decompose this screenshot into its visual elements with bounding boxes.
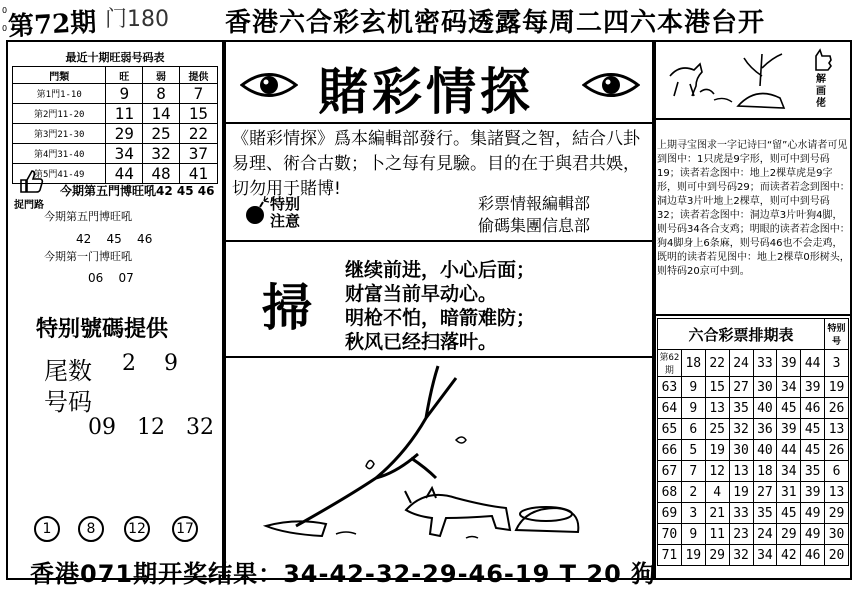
schedule-row — [658, 482, 849, 503]
table-row: 第2門11-20 11 14 15 — [13, 104, 218, 124]
schedule-cell: 35 — [729, 398, 753, 419]
issue-label: 第72期 — [7, 7, 98, 43]
number-circle: 8 — [78, 516, 104, 542]
schedule-cell: 30 — [825, 524, 849, 545]
treasure-illustration — [226, 358, 652, 554]
schedule-cell: 44 — [801, 350, 825, 377]
schedule-cell: 33 — [729, 503, 753, 524]
schedule-cell: 15 — [705, 377, 729, 398]
headline: 香港六合彩玄机密码透露每周二四六本港台开 — [225, 8, 766, 38]
schedule-cell: 29 — [777, 524, 801, 545]
schedule-cell: 3 — [681, 503, 705, 524]
schedule-cell: 30 — [753, 377, 777, 398]
schedule-cell: 11 — [705, 524, 729, 545]
schedule-cell: 34 — [777, 461, 801, 482]
schedule-table — [657, 318, 849, 566]
schedule-cell: 46 — [801, 398, 825, 419]
main-title: 賭彩情探 — [318, 62, 534, 121]
schedule-row — [658, 524, 849, 545]
schedule-cell: 32 — [729, 545, 753, 566]
schedule-cell: 42 — [777, 545, 801, 566]
left-line3: 今期第一门博旺吼 — [44, 250, 132, 263]
schedule-cell: 12 — [705, 461, 729, 482]
schedule-cell: 26 — [825, 398, 849, 419]
schedule-cell: 45 — [777, 398, 801, 419]
bomb-icon — [244, 196, 270, 226]
intro-paragraph: 《賭彩情探》爲本編輯部發行。集諸賢之智，結合八卦易理、術合古數；卜之每有見驗。目的在于與君共娛，切勿用于賭博! — [232, 129, 640, 199]
schedule-cell: 26 — [825, 440, 849, 461]
code-label: 号码 — [44, 388, 92, 416]
schedule-cell: 9 — [681, 398, 705, 419]
overlap-text: 门180 — [105, 7, 169, 32]
schedule-cell: 45 — [801, 419, 825, 440]
schedule-cell: 19 — [729, 482, 753, 503]
riddle-picture — [660, 46, 806, 114]
riddle-text: 上期寻宝图求一字记诗曰“留”心水请者可见到图中：1只虎是9字形，则可中到号码19；读者若念图中：地上2棵草虎是9字形，则可中到号码29；而读者若念到图中：洞边草3片叶地上2棵草，则可中到号码32；读者若念图中：洞边草3片叶狗4脚，则号码34各合支鸡；明眼的读者若念图中：狗4脚身上6条麻，则号码46也不会走鸡，既明的读者若见图中：地上2棵草0形树头，则特码20京可中到。 — [657, 140, 850, 277]
schedule-issue: 70 — [658, 524, 682, 545]
schedule-cell: 40 — [753, 440, 777, 461]
schedule-cell: 39 — [777, 419, 801, 440]
publishers: 彩票情報編輯部 偷碼集團信息部 — [478, 194, 591, 235]
divider — [654, 314, 852, 316]
col-header: 弱 — [143, 67, 180, 84]
schedule-cell: 24 — [753, 524, 777, 545]
schedule-cell: 35 — [801, 461, 825, 482]
schedule-cell: 40 — [753, 398, 777, 419]
schedule-cell: 13 — [825, 419, 849, 440]
sao-character: 掃 — [262, 278, 312, 337]
schedule-cell: 19 — [825, 377, 849, 398]
schedule-cell: 20 — [825, 545, 849, 566]
left-nums1: 42 45 46 — [76, 232, 153, 246]
schedule-issue: 66 — [658, 440, 682, 461]
schedule-row — [658, 461, 849, 482]
col-header: 門類 — [13, 67, 106, 84]
schedule-cell: 23 — [729, 524, 753, 545]
schedule-issue: 68 — [658, 482, 682, 503]
schedule-cell: 29 — [705, 545, 729, 566]
tail-values: 2 9 — [122, 351, 178, 376]
side-mark-bottom: 0 — [2, 24, 8, 33]
schedule-cell: 27 — [753, 482, 777, 503]
schedule-cell: 9 — [681, 524, 705, 545]
schedule-cell: 45 — [777, 503, 801, 524]
schedule-issue: 第62期 — [658, 350, 682, 377]
schedule-cell: 34 — [753, 545, 777, 566]
schedule-cell: 22 — [705, 350, 729, 377]
divider — [654, 118, 852, 120]
catch-label: 捉門路 — [14, 200, 44, 211]
schedule-cell: 44 — [777, 440, 801, 461]
left-line1: 今期第五門博旺吼42 45 46 — [60, 184, 215, 198]
special-note: 特别 注意 — [270, 195, 301, 230]
schedule-cell: 27 — [729, 377, 753, 398]
schedule-cell: 7 — [681, 461, 705, 482]
schedule-cell: 13 — [729, 461, 753, 482]
schedule-cell: 25 — [705, 419, 729, 440]
schedule-row — [658, 350, 849, 377]
schedule-issue: 64 — [658, 398, 682, 419]
hand-icon — [812, 46, 834, 72]
number-circle: 17 — [172, 516, 198, 542]
header — [0, 0, 858, 43]
schedule-cell: 3 — [825, 350, 849, 377]
schedule-issue: 65 — [658, 419, 682, 440]
schedule-row — [658, 419, 849, 440]
schedule-title: 六合彩票排期表 — [658, 319, 825, 350]
schedule-cell: 19 — [705, 440, 729, 461]
schedule-cell: 18 — [753, 461, 777, 482]
left-line2: 今期第五門博旺吼 — [44, 210, 132, 223]
schedule-cell: 35 — [753, 503, 777, 524]
schedule-cell: 24 — [729, 350, 753, 377]
schedule-col-special: 特别号 — [825, 319, 849, 350]
code-values: 09 12 32 — [88, 415, 214, 440]
result-footer: 香港071期开奖结果：34-42-32-29-46-19 T 20 狗 — [30, 560, 657, 588]
table-row: 第4門31-40 34 32 37 — [13, 144, 218, 164]
schedule-cell: 46 — [801, 545, 825, 566]
table-row: 第5門41-49 44 48 41 — [13, 164, 218, 184]
schedule-cell: 49 — [801, 503, 825, 524]
schedule-cell: 19 — [681, 545, 705, 566]
schedule-cell: 2 — [681, 482, 705, 503]
schedule-cell: 32 — [729, 419, 753, 440]
left-nums2: 06 07 — [88, 271, 134, 285]
schedule-cell: 21 — [705, 503, 729, 524]
thumbs-up-icon — [18, 168, 44, 194]
tail-label: 尾数 — [44, 357, 92, 385]
schedule-cell: 4 — [705, 482, 729, 503]
side-mark-top: 0 — [2, 6, 8, 15]
schedule-row — [658, 440, 849, 461]
schedule-cell: 6 — [681, 419, 705, 440]
number-circle: 1 — [34, 516, 60, 542]
schedule-row — [658, 503, 849, 524]
schedule-cell: 39 — [801, 377, 825, 398]
schedule-cell: 31 — [777, 482, 801, 503]
number-circle: 12 — [124, 516, 150, 542]
schedule-cell: 34 — [777, 377, 801, 398]
schedule-cell: 29 — [825, 503, 849, 524]
table-row: 第1門1-10 9 8 7 — [13, 84, 218, 104]
schedule-issue: 67 — [658, 461, 682, 482]
schedule-cell: 5 — [681, 440, 705, 461]
schedule-issue: 71 — [658, 545, 682, 566]
table-row: 第3門21-30 29 25 22 — [13, 124, 218, 144]
schedule-issue: 69 — [658, 503, 682, 524]
divider — [224, 240, 654, 242]
schedule-row — [658, 545, 849, 566]
schedule-cell: 9 — [681, 377, 705, 398]
schedule-row — [658, 398, 849, 419]
eye-icon — [582, 70, 640, 100]
schedule-cell: 33 — [753, 350, 777, 377]
poem: 继续前进，小心后面； 财富当前早动心。 明枪不怕，暗箭难防； 秋风已经扫落叶。 — [345, 259, 536, 353]
schedule-cell: 39 — [777, 350, 801, 377]
schedule-cell: 13 — [825, 482, 849, 503]
schedule-cell: 45 — [801, 440, 825, 461]
schedule-issue: 63 — [658, 377, 682, 398]
schedule-cell: 18 — [681, 350, 705, 377]
schedule-cell: 30 — [729, 440, 753, 461]
schedule-cell: 39 — [801, 482, 825, 503]
schedule-cell: 36 — [753, 419, 777, 440]
recent-table-caption: 最近十期旺弱号码表 — [65, 51, 165, 64]
eye-icon — [240, 70, 298, 100]
special-code-title: 特别號碼提供 — [36, 317, 169, 342]
riddle-caption: 解画佬 — [816, 74, 826, 109]
col-header: 旺 — [106, 67, 143, 84]
schedule-cell: 6 — [825, 461, 849, 482]
schedule-row — [658, 377, 849, 398]
recent-table — [12, 66, 218, 184]
col-header: 提供 — [179, 67, 217, 84]
schedule-cell: 13 — [705, 398, 729, 419]
schedule-cell: 49 — [801, 524, 825, 545]
